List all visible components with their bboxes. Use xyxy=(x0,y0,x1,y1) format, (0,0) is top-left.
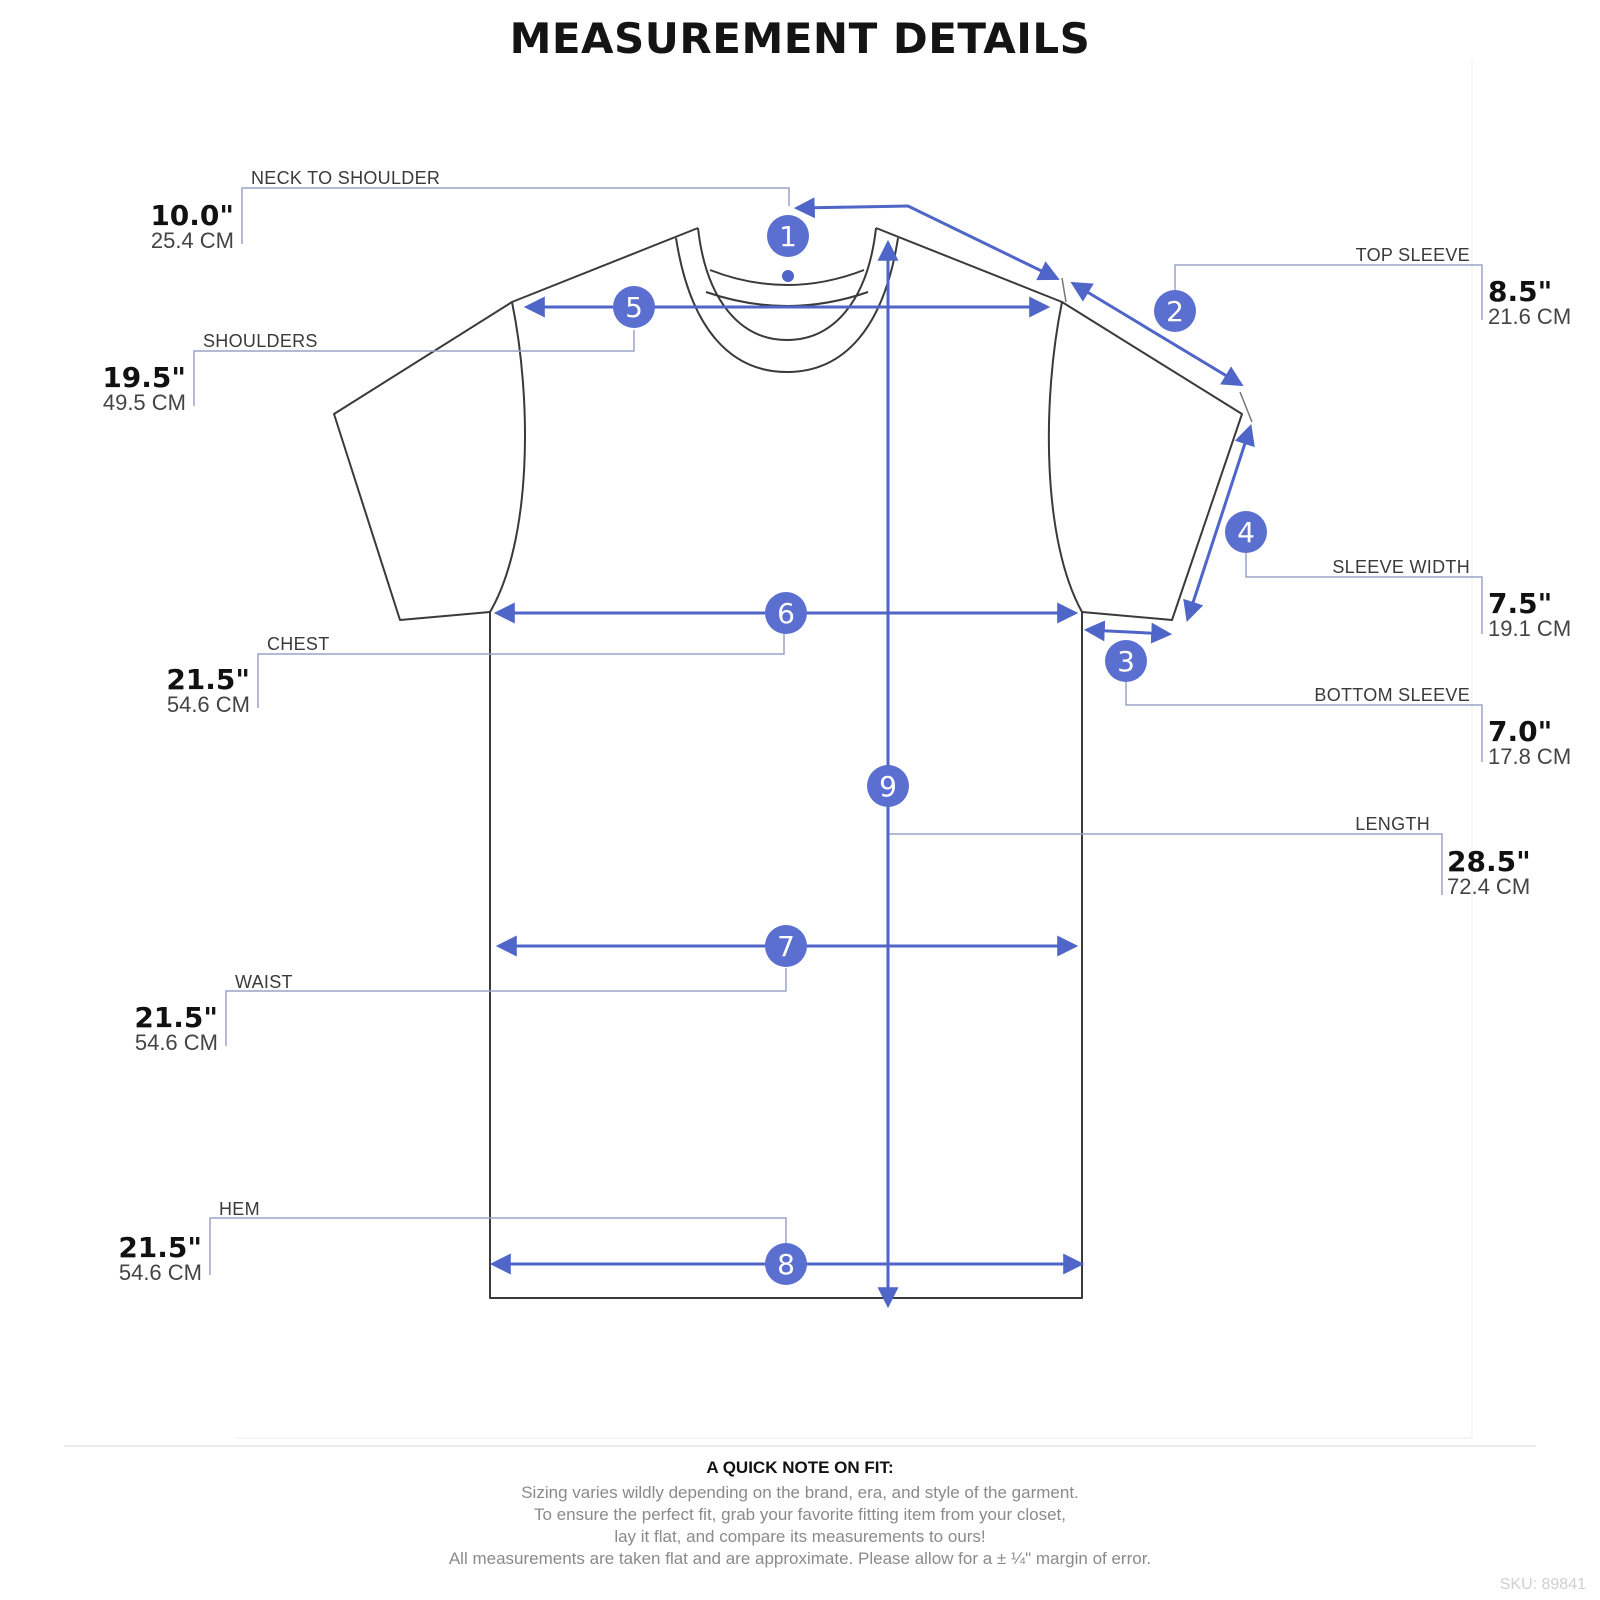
badge-8-number: 8 xyxy=(777,1248,795,1281)
badge-7-number: 7 xyxy=(777,930,795,963)
value-bottom-sleeve-in: 7.0" xyxy=(1488,715,1553,748)
value-top-sleeve-cm: 21.6 CM xyxy=(1488,304,1572,329)
value-shoulders-in: 19.5" xyxy=(102,361,186,394)
value-waist-cm: 54.6 CM xyxy=(134,1030,218,1055)
label-shoulders: SHOULDERS xyxy=(203,331,318,351)
right-armhole-seam xyxy=(1049,302,1082,612)
badge-7 xyxy=(765,925,807,967)
badge-5-number: 5 xyxy=(625,291,643,324)
value-chest-in: 21.5" xyxy=(166,663,250,696)
leader-neck-to-shoulder xyxy=(242,188,789,244)
badge-6 xyxy=(765,592,807,634)
badge-3 xyxy=(1105,640,1147,682)
value-neck-to-shoulder-in: 10.0" xyxy=(150,199,234,232)
label-hem: HEM xyxy=(219,1199,260,1219)
value-sleeve-width-in: 7.5" xyxy=(1488,587,1553,620)
arrow-bottom-sleeve xyxy=(1088,630,1168,634)
badge-1 xyxy=(767,215,809,257)
measurement-arrows xyxy=(494,206,1250,1304)
sleeve-hem-tick-top xyxy=(1062,278,1066,302)
badge-2-number: 2 xyxy=(1166,295,1184,328)
badge-1-number: 1 xyxy=(779,220,797,253)
leader-length xyxy=(888,834,1442,895)
leader-chest xyxy=(258,632,784,708)
fit-note-line: To ensure the perfect fit, grab your favorite fitting item from your closet, xyxy=(534,1505,1066,1524)
label-neck-to-shoulder: NECK TO SHOULDER xyxy=(251,168,441,188)
value-chest-cm: 54.6 CM xyxy=(166,692,250,717)
badge-4 xyxy=(1225,511,1267,553)
arrow-neck-to-shoulder xyxy=(798,206,1056,278)
label-bottom-sleeve: BOTTOM SLEEVE xyxy=(1314,685,1470,705)
fit-note-line: lay it flat, and compare its measurements to ours! xyxy=(614,1527,986,1546)
fit-note-title: A QUICK NOTE ON FIT: xyxy=(706,1458,894,1477)
value-hem-in: 21.5" xyxy=(118,1231,202,1264)
value-bottom-sleeve-cm: 17.8 CM xyxy=(1488,744,1572,769)
badge-3-number: 3 xyxy=(1117,645,1135,678)
shirt-body-outline xyxy=(334,228,1242,1298)
fit-note-line: Sizing varies wildly depending on the brand, era, and style of the garment. xyxy=(521,1483,1079,1502)
badge-6-number: 6 xyxy=(777,597,795,630)
value-waist-in: 21.5" xyxy=(134,1001,218,1034)
leader-hem xyxy=(210,1218,786,1275)
badge-8 xyxy=(765,1243,807,1285)
value-neck-to-shoulder-cm: 25.4 CM xyxy=(150,228,234,253)
value-length-cm: 72.4 CM xyxy=(1447,874,1531,899)
arrow-top-sleeve xyxy=(1074,284,1240,384)
value-top-sleeve-in: 8.5" xyxy=(1488,275,1553,308)
fit-note xyxy=(0,1458,1600,1570)
neck-point-dot xyxy=(782,270,794,282)
label-chest: CHEST xyxy=(267,634,330,654)
value-sleeve-width-cm: 19.1 CM xyxy=(1488,616,1572,641)
leader-waist xyxy=(226,968,786,1046)
fit-note-line: All measurements are taken flat and are approximate. Please allow for a ± ¼" margin of error. xyxy=(448,1549,1152,1568)
value-hem-cm: 54.6 CM xyxy=(118,1260,202,1285)
badge-4-number: 4 xyxy=(1237,516,1255,549)
label-top-sleeve: TOP SLEEVE xyxy=(1355,245,1470,265)
badge-9-number: 9 xyxy=(879,770,897,803)
value-length-in: 28.5" xyxy=(1447,845,1531,878)
badge-5 xyxy=(613,286,655,328)
badges xyxy=(613,215,1267,1285)
page-title: MEASUREMENT DETAILS xyxy=(509,14,1091,63)
sku-label: SKU: 89841 xyxy=(1499,1576,1586,1593)
badge-2 xyxy=(1154,290,1196,332)
left-armhole-seam xyxy=(490,302,525,612)
leader-top-sleeve xyxy=(1175,265,1482,320)
value-shoulders-cm: 49.5 CM xyxy=(102,390,186,415)
label-sleeve-width: SLEEVE WIDTH xyxy=(1332,557,1470,577)
neck-rib-2 xyxy=(706,292,868,306)
tshirt-outline xyxy=(334,228,1242,1298)
leader-lines xyxy=(194,188,1482,1275)
badge-9 xyxy=(867,765,909,807)
label-waist: WAIST xyxy=(235,972,293,992)
label-length: LENGTH xyxy=(1355,814,1430,834)
